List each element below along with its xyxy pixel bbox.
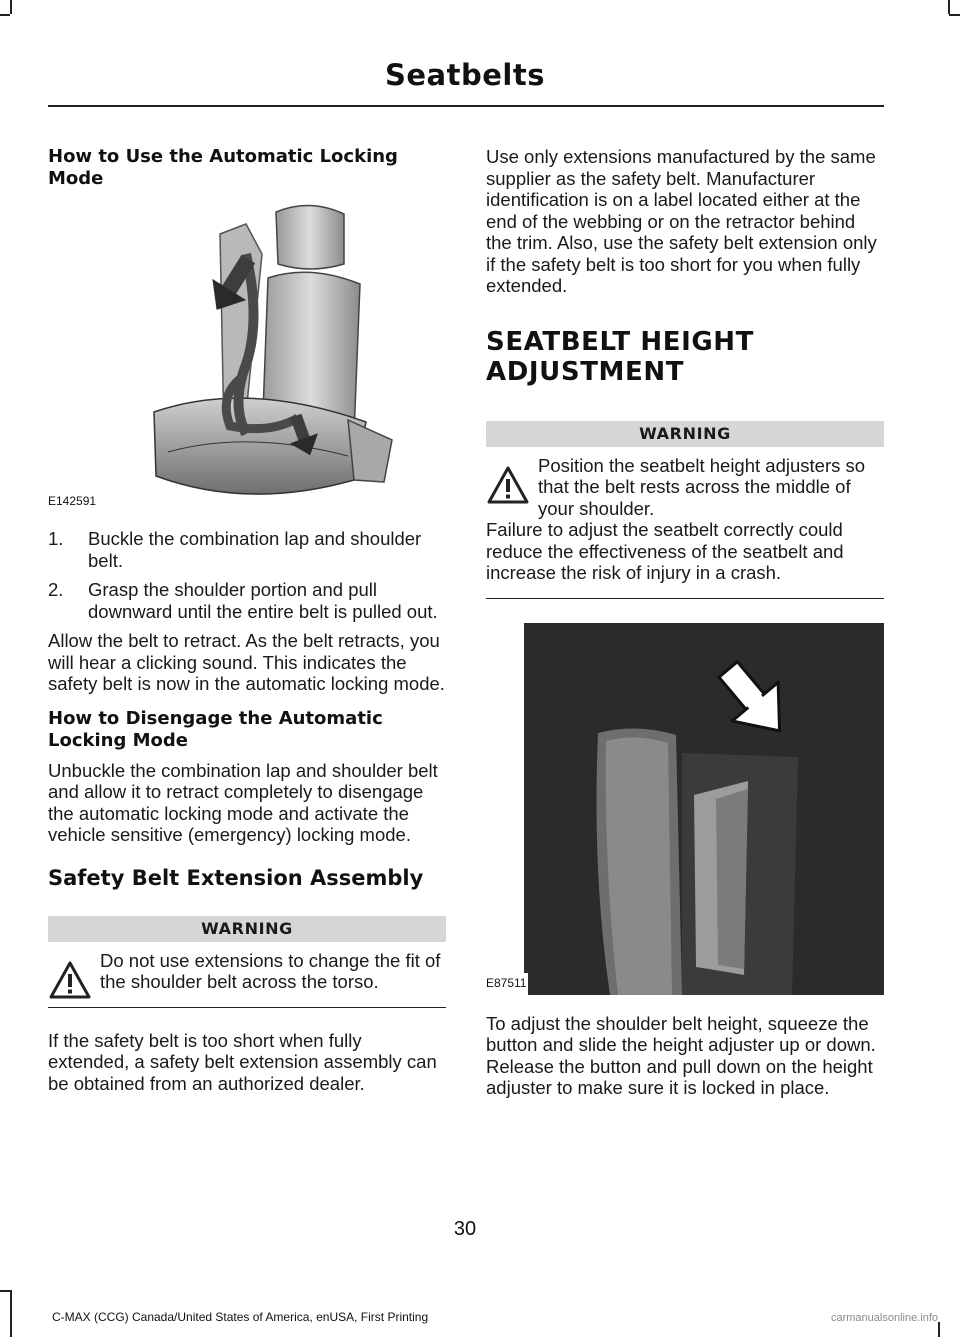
warning-box xyxy=(486,455,884,599)
step-text: Buckle the combination lap and shoulder belt. xyxy=(88,528,422,571)
extension-paragraph: If the safety belt is too short when fully extended, a safety belt extension assembly can be obtained from an authorized dealer. xyxy=(48,1029,437,1094)
crop-mark xyxy=(0,14,10,16)
crop-mark xyxy=(0,1290,10,1292)
extension-continued-paragraph: Use only extensions manufactured by the same supplier as the safety belt. Manufacturer identification is on a label located either at the end of the webbing or on the retractor behind the trim. Also, use the safety belt extension only if the safety belt is too short for you when fully extended. xyxy=(486,146,877,296)
height-heading-line1: SEATBELT HEIGHT xyxy=(486,326,754,357)
crop-mark xyxy=(948,0,950,14)
step-number: 2. xyxy=(48,579,64,600)
steps-list xyxy=(48,528,446,622)
retract-paragraph: Allow the belt to retract. As the belt retracts, you will hear a clicking sound. This indicates the safety belt is now in the automatic locking mode. xyxy=(48,630,445,694)
disengage-paragraph: Unbuckle the combination lap and shoulder belt and allow it to retract completely to disengage the automatic locking mode and activate the vehicle sensitive (emergency) locking mode. xyxy=(48,759,438,845)
header-rule xyxy=(48,105,884,107)
extension-heading: Safety Belt Extension Assembly xyxy=(48,865,424,890)
crop-mark xyxy=(10,0,12,14)
disengage-heading: How to Disengage the Automatic Locking Mode xyxy=(48,707,383,751)
document-info: C-MAX (CCG) Canada/United States of America, enUSA, First Printing xyxy=(52,1310,429,1324)
seat-figure xyxy=(48,194,446,514)
figure-code: E87511 xyxy=(486,973,528,995)
warning-label: WARNING xyxy=(48,916,446,942)
auto-lock-heading: How to Use the Automatic Locking Mode xyxy=(48,146,398,189)
crop-mark xyxy=(10,1290,12,1337)
watermark: carmanualsonline.info xyxy=(830,1312,938,1324)
step-number: 1. xyxy=(48,528,64,549)
height-adjuster-illustration xyxy=(486,623,884,995)
warning-icon xyxy=(48,960,92,1000)
left-column xyxy=(48,146,446,1107)
figure-code: E142591 xyxy=(48,493,97,508)
seat-illustration xyxy=(48,194,446,514)
warning-icon xyxy=(486,465,530,505)
height-heading-line2: ADJUSTMENT xyxy=(486,356,685,387)
warning-label: WARNING xyxy=(486,421,884,447)
list-item xyxy=(48,579,446,622)
warning-text: Do not use extensions to change the fit of the shoulder belt across the torso. xyxy=(100,949,441,992)
page-number: 30 xyxy=(453,1218,477,1240)
right-column xyxy=(486,146,884,1112)
warning-text-rest: Failure to adjust the seatbelt correctly could reduce the effectiveness of the seatbelt and increase the risk of injury in a crash. xyxy=(486,519,844,583)
crop-mark xyxy=(938,1322,940,1337)
step-text: Grasp the shoulder portion and pull downward until the entire belt is pulled out. xyxy=(88,579,438,622)
crop-mark xyxy=(949,14,960,16)
warning-box xyxy=(48,950,446,1008)
adjust-paragraph: To adjust the shoulder belt height, squeeze the button and slide the height adjuster up or down. Release the button and pull down on the height adjuster to make sure it is locked in place. xyxy=(486,1012,876,1098)
height-adjuster-figure xyxy=(486,623,884,995)
list-item xyxy=(48,528,446,571)
page-title: Seatbelts xyxy=(385,58,545,92)
warning-text-lead: Position the seatbelt height adjusters so that the belt rests across the middle of your shoulder. xyxy=(538,454,866,519)
